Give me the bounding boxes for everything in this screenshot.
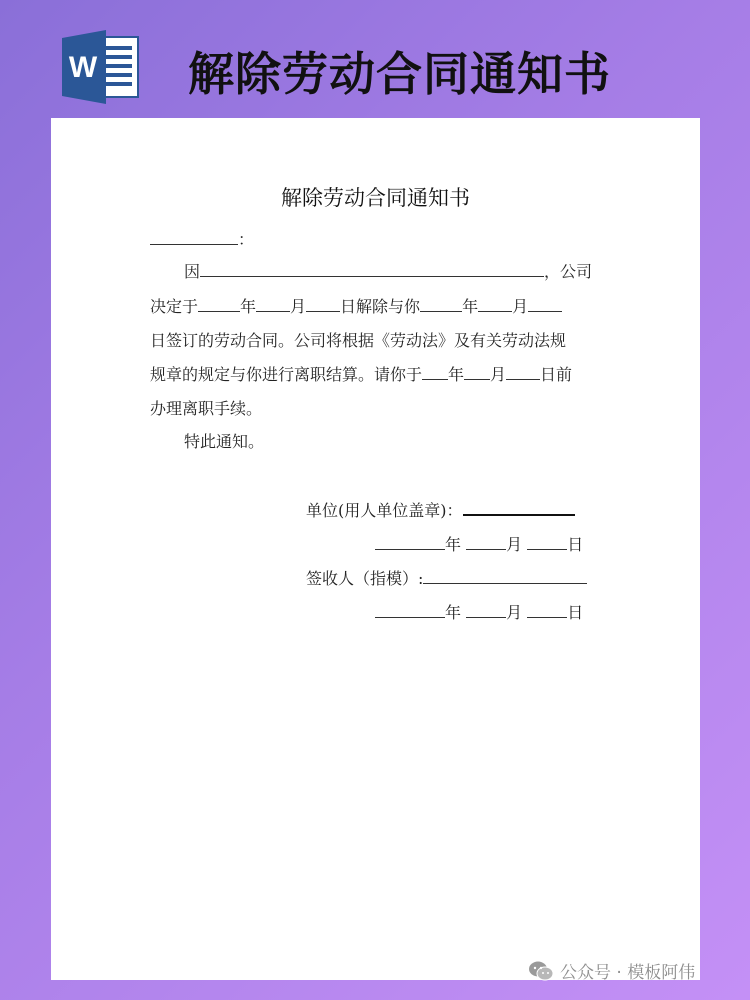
blank-unit xyxy=(463,500,575,516)
text-segment: 月 xyxy=(506,535,523,554)
text-segment: 日 xyxy=(567,603,584,622)
text-segment: 月 xyxy=(490,365,507,384)
text-segment: 日 xyxy=(567,535,584,554)
closing-line: 特此通知。 xyxy=(184,432,265,451)
blank-receiver-month xyxy=(466,603,506,618)
text-segment: 年 xyxy=(445,535,462,554)
text-segment: 月 xyxy=(512,297,529,316)
document-title: 解除劳动合同通知书 xyxy=(281,186,470,210)
blank-sign-year xyxy=(420,297,462,312)
unit-date-line xyxy=(375,535,583,555)
blank-addressee xyxy=(150,230,238,245)
paragraph-line-5: 办理离职手续。 xyxy=(150,399,263,418)
document-page xyxy=(51,118,700,980)
text-segment: 规章的规定与你进行离职结算。请你于 xyxy=(150,365,423,384)
text-segment: 年 xyxy=(448,365,465,384)
blank-day xyxy=(306,297,340,312)
blank-sign-month xyxy=(478,297,512,312)
blank-deadline-day xyxy=(506,365,540,380)
text-segment: 月 xyxy=(506,603,523,622)
wechat-watermark xyxy=(528,958,695,983)
text-segment: 年 xyxy=(240,297,257,316)
addressee-line xyxy=(150,230,254,250)
header-banner xyxy=(0,0,750,118)
receiver-label: 签收人（指模）: xyxy=(306,569,424,588)
unit-label: 单位(用人单位盖章)： xyxy=(306,501,463,520)
text-segment: 日解除与你 xyxy=(340,297,421,316)
receiver-line xyxy=(306,569,587,589)
word-logo-letter: W xyxy=(68,51,98,84)
blank-unit-day xyxy=(527,535,567,550)
blank-unit-year xyxy=(375,535,445,550)
watermark-text: 公众号 · 模板阿伟 xyxy=(560,963,696,983)
blank-sign-day xyxy=(528,297,562,312)
word-app-icon xyxy=(62,30,140,104)
wechat-icon xyxy=(528,960,554,982)
blank-month xyxy=(256,297,290,312)
blank-reason xyxy=(200,262,544,277)
blank-year xyxy=(198,297,240,312)
text-segment: ，公司 xyxy=(544,262,593,281)
paragraph-line-4 xyxy=(150,365,572,385)
receiver-date-line xyxy=(375,603,583,623)
blank-deadline-month xyxy=(464,365,490,380)
paragraph-line-3: 日签订的劳动合同。公司将根据《劳动法》及有关劳动法规 xyxy=(150,331,567,350)
blank-unit-month xyxy=(466,535,506,550)
blank-receiver xyxy=(423,569,587,584)
text-segment: 决定于 xyxy=(150,297,199,316)
paragraph-line-2 xyxy=(150,297,562,317)
blank-receiver-day xyxy=(527,603,567,618)
blank-receiver-year xyxy=(375,603,445,618)
addressee-colon: ： xyxy=(238,230,255,249)
blank-deadline-year xyxy=(422,365,448,380)
text-segment: 因 xyxy=(184,262,201,281)
text-segment: 年 xyxy=(462,297,479,316)
text-segment: 日前 xyxy=(540,365,573,384)
text-segment: 年 xyxy=(445,603,462,622)
text-segment: 月 xyxy=(290,297,307,316)
unit-seal-line xyxy=(306,500,575,521)
paragraph-line-1 xyxy=(184,262,592,282)
header-title: 解除劳动合同通知书 xyxy=(188,47,611,101)
